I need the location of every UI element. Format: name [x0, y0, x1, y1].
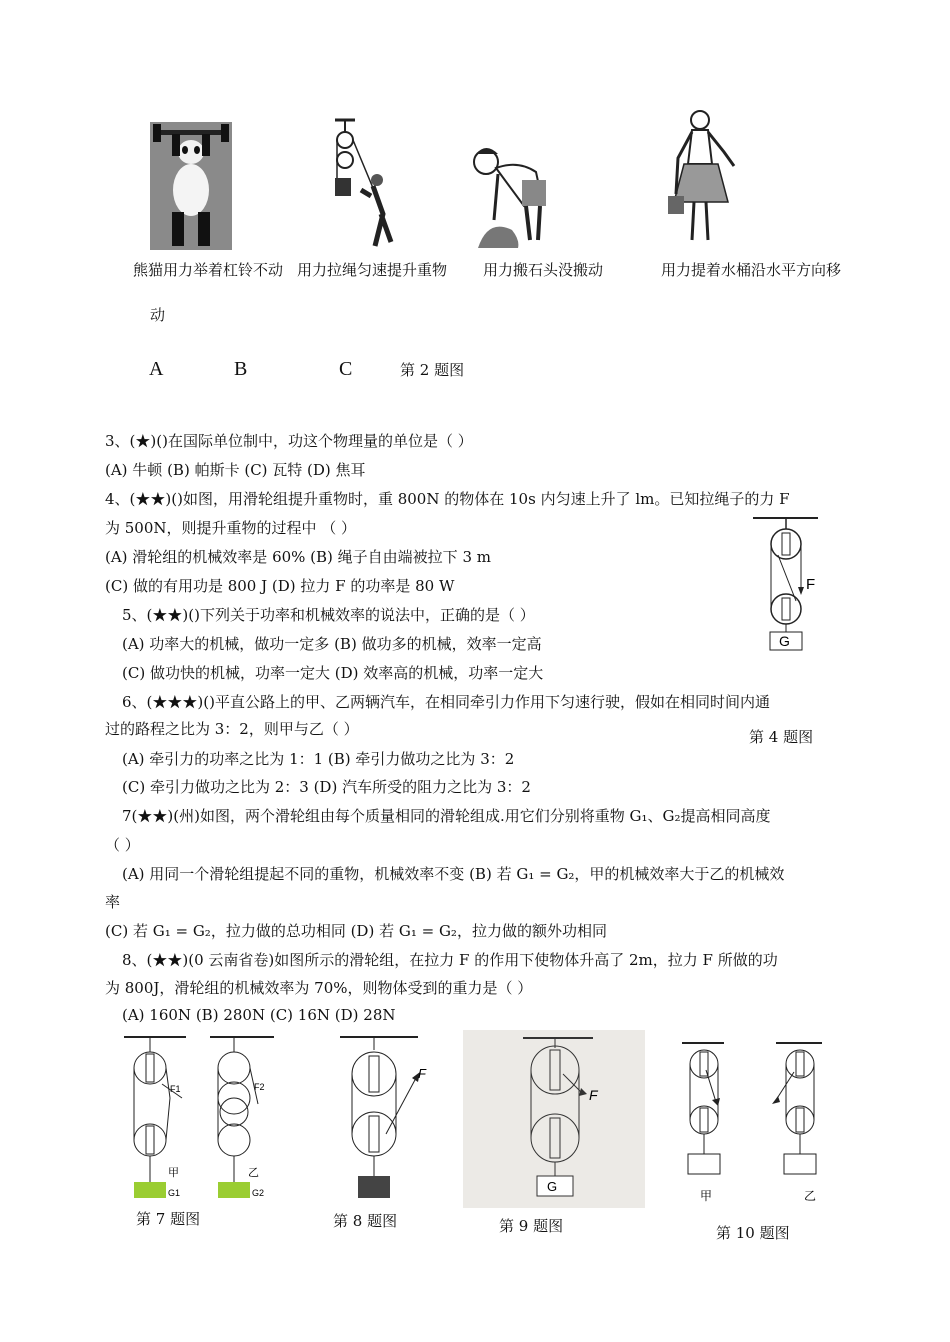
figure-10-jia-label: 甲: [700, 1189, 713, 1203]
question-6-options-ab: (A) 牵引力的功率之比为 1：1 (B) 牵引力做功之比为 3：2: [122, 750, 515, 768]
question-3: 3、(★)()在国际单位制中，功这个物理量的单位是（ ）: [105, 432, 473, 450]
question-5: 5、(★★)()下列关于功率和机械效率的说法中，正确的是（ ）: [122, 606, 535, 624]
question-4-line1: 4、(★★)()如图，用滑轮组提升重物时，重 800N 的物体在 10s 内匀速上升了 lm。已知拉绳子的力 F: [105, 490, 790, 508]
question-4-options-ab: (A) 滑轮组的机械效率是 60% (B) 绳子自由端被拉下 3 m: [105, 548, 491, 566]
figure-10-yi-label: 乙: [804, 1189, 817, 1203]
option-letter-a: A: [149, 358, 164, 380]
figure-7-pulleys: [122, 1034, 282, 1202]
figure-9-force-label: F: [589, 1087, 598, 1103]
figure-7-f2-label: F2: [254, 1082, 265, 1092]
figure-8-force-label: F: [418, 1066, 426, 1081]
question-6-line2: 过的路程之比为 3：2，则甲与乙（ ）: [105, 720, 359, 738]
question-7-options-2: (C) 若 G₁ = G₂，拉力做的总功相同 (D) 若 G₁ = G₂，拉力做的额外功相同: [105, 922, 607, 940]
figure-9-pulley: [463, 1030, 645, 1208]
figure-caption-panda: 熊猫用力举着杠铃不动: [133, 261, 284, 279]
panda-weightlifting-illustration: [150, 122, 232, 250]
figure-2-title: 第 2 题图: [400, 361, 465, 379]
girl-lifting-stone-illustration: [468, 140, 558, 252]
question-4-line2: 为 500N，则提升重物的过程中 （ ）: [105, 519, 357, 537]
figure-caption-wrap: 动: [150, 306, 166, 324]
figure-10-pulleys: [676, 1040, 836, 1210]
question-7-line1: 7(★★)(州)如图，两个滑轮组由每个质量相同的滑轮组成.用它们分别将重物 G₁、G₂提高相同高度: [122, 807, 771, 825]
question-7-options-1-wrap: 率: [105, 893, 121, 911]
figure-7-f1-label: F1: [170, 1084, 181, 1094]
figure-7-yi-label: 乙: [248, 1167, 259, 1179]
woman-carrying-bucket-illustration: [662, 108, 740, 248]
question-8-line2: 为 800J，滑轮组的机械效率为 70%，则物体受到的重力是（ ）: [105, 979, 533, 997]
option-letter-b: B: [234, 358, 248, 380]
question-7-options-1: (A) 用同一个滑轮组提起不同的重物，机械效率不变 (B) 若 G₁ = G₂，甲的机械效率大于乙的机械效: [122, 865, 785, 883]
figure-caption-bucket: 用力提着水桶沿水平方向移: [661, 261, 842, 279]
question-5-options-cd: (C) 做功快的机械，功率一定大 (D) 效率高的机械，功率一定大: [122, 664, 544, 682]
figure-9-weight-label: G: [547, 1179, 558, 1194]
figure-7-caption: 第 7 题图: [136, 1210, 201, 1228]
figure-4-weight-label: G: [779, 633, 790, 649]
figure-caption-pulling: 用力拉绳匀速提升重物: [297, 261, 448, 279]
option-letter-c: C: [339, 358, 353, 380]
question-8-options: (A) 160N (B) 280N (C) 16N (D) 28N: [122, 1006, 396, 1024]
question-5-options-ab: (A) 功率大的机械，做功一定多 (B) 做功多的机械，效率一定高: [122, 635, 542, 653]
figure-4-pulley: [748, 515, 828, 655]
figure-8-caption: 第 8 题图: [333, 1212, 398, 1230]
man-pulling-rope-illustration: [325, 118, 405, 253]
question-7-line2: （ ）: [105, 836, 140, 854]
question-4-options-cd: (C) 做的有用功是 800 J (D) 拉力 F 的功率是 80 W: [105, 577, 455, 595]
figure-10-caption: 第 10 题图: [716, 1224, 790, 1242]
figure-9-caption: 第 9 题图: [499, 1217, 564, 1235]
figure-8-pulley: [338, 1034, 433, 1204]
question-6-options-cd: (C) 牵引力做功之比为 2：3 (D) 汽车所受的阻力之比为 3：2: [122, 778, 531, 796]
question-8-line1: 8、(★★)(0 云南省卷)如图所示的滑轮组，在拉力 F 的作用下使物体升高了 2m，拉力 F 所做的功: [122, 951, 778, 969]
figure-7-g2-label: G2: [252, 1188, 265, 1198]
figure-caption-stone: 用力搬石头没搬动: [483, 261, 604, 279]
question-3-options: (A) 牛顿 (B) 帕斯卡 (C) 瓦特 (D) 焦耳: [105, 461, 366, 479]
figure-7-jia-label: 甲: [168, 1167, 179, 1179]
figure-4-caption: 第 4 题图: [749, 728, 814, 746]
figure-7-g1-label: G1: [168, 1188, 181, 1198]
figure-4-force-label: F: [806, 576, 816, 593]
question-6-line1: 6、(★★★)()平直公路上的甲、乙两辆汽车，在相同牵引力作用下匀速行驶，假如在相同时间内通: [122, 693, 770, 711]
